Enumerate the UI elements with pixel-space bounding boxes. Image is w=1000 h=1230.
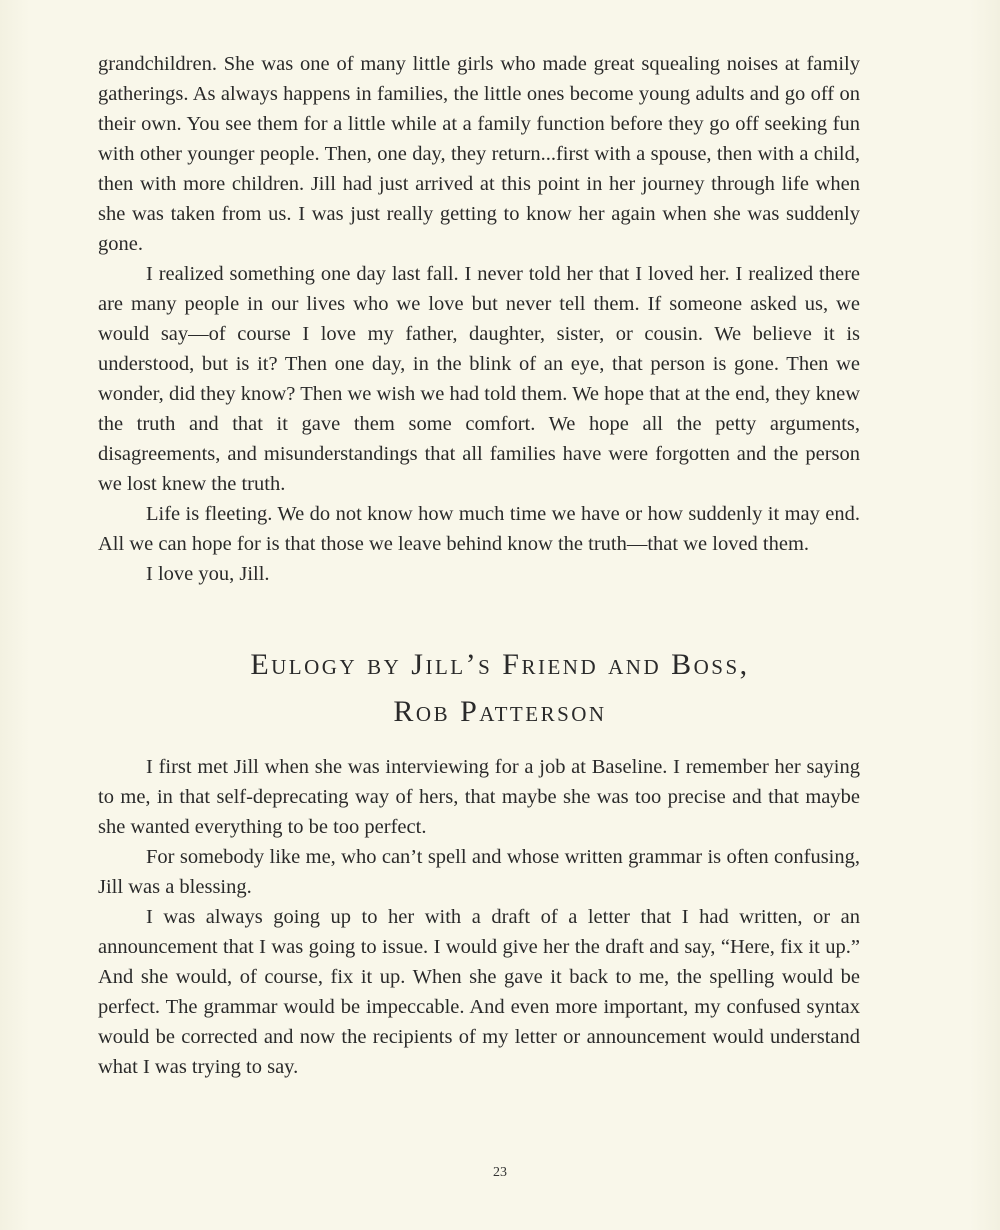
eulogy-text-continued	[98, 49, 860, 589]
section-heading-line1: Eulogy by Jill’s Friend and Boss,	[250, 648, 750, 681]
paragraph-first-met: I first met Jill when she was interviewing for a job at Baseline. I remember her saying to me, in that self-deprecating way of hers, that maybe she was too precise and that maybe she wanted everything to be too perfect.	[98, 756, 860, 838]
paragraph-closing: I love you, Jill.	[146, 563, 270, 585]
section-heading-line2: Rob Patterson	[393, 695, 607, 728]
page-number: 23	[493, 1165, 507, 1180]
paragraph-realization: I realized something one day last fall. I never told her that I loved her. I realized there are many people in our lives who we love but never tell them. If someone asked us, we would say—of course I love my father, daughter, sister, or cousin. We believe it is understood, but is it? Then one day, in the blink of an eye, that person is gone. Then we wonder, did they know? Then we wish we had told them. We hope that at the end, they knew the truth and that it gave them some comfort. We hope all the petty arguments, disagreements, and misunderstandings that all families have were forgotten and the person we lost knew the truth.	[98, 263, 860, 495]
paragraph-blessing: For somebody like me, who can’t spell and whose written grammar is often confusing, Jill was a blessing.	[98, 846, 860, 898]
paragraph-life-fleeting: Life is fleeting. We do not know how much time we have or how suddenly it may end. All we can hope for is that those we leave behind know the truth—that we loved them.	[98, 503, 860, 555]
paragraph-continued: grandchildren. She was one of many little girls who made great squealing noises at family gatherings. As always happens in families, the little ones become young adults and go off on their own. You see them for a little while at a family function before they go off seeking fun with other younger people. Then, one day, they return...first with a spouse, then with a child, then with more children. Jill had just arrived at this point in her journey through life when she was taken from us. I was just really getting to know her again when she was suddenly gone.	[98, 53, 860, 255]
eulogy-text-rob	[98, 752, 860, 1082]
paragraph-fix-it-up: I was always going up to her with a draft of a letter that I had written, or an announcement that I was going to issue. I would give her the draft and say, “Here, fix it up.” And she would, of course, fix it up. When she gave it back to me, the spelling would be perfect. The grammar would be impeccable. And even more important, my confused syntax would be corrected and now the recipients of my letter or announcement would understand what I was trying to say.	[98, 906, 860, 1078]
